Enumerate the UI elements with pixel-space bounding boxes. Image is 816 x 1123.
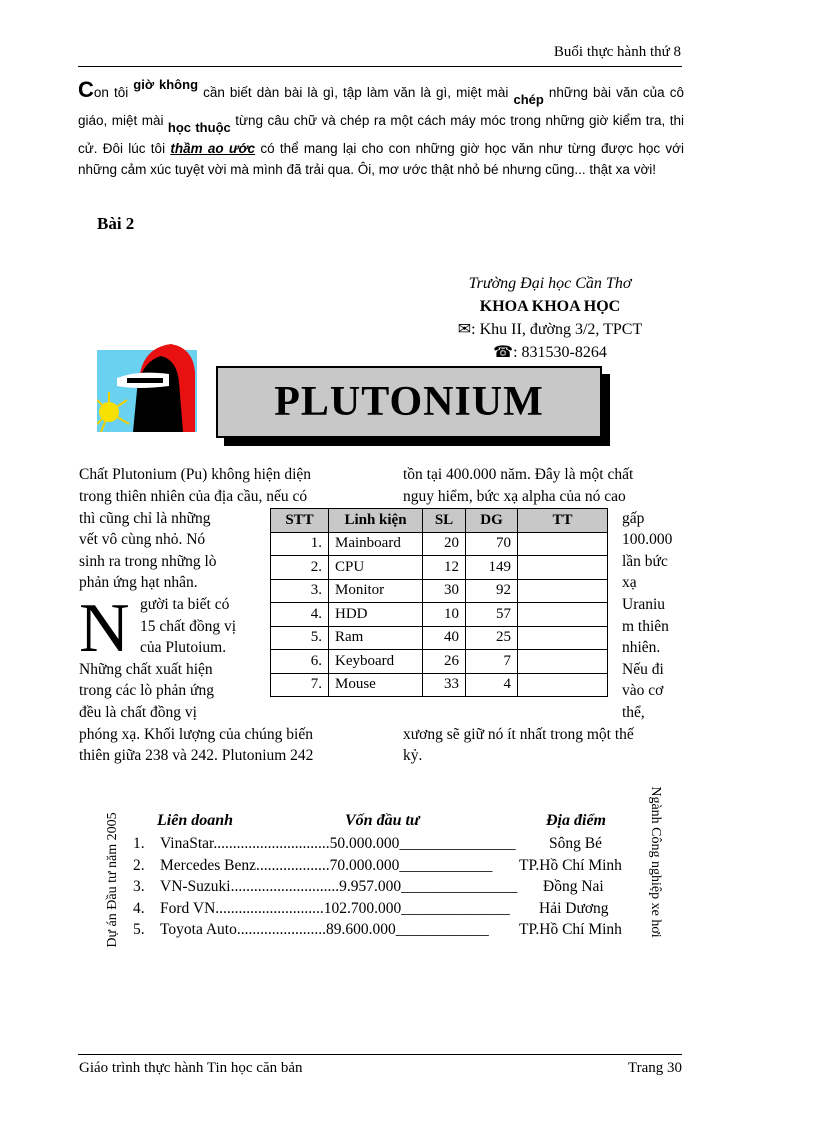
article-line: lần bức xyxy=(622,553,668,570)
article-line: Uraniu xyxy=(622,596,666,613)
article-line: vào cơ xyxy=(622,682,664,699)
partner-text: Ford VN xyxy=(160,900,216,917)
table-header-cell: Linh kiện xyxy=(329,509,423,533)
article-line: kỷ. xyxy=(403,747,423,764)
table-cell: 7. xyxy=(271,673,329,697)
table-cell: 57 xyxy=(466,603,518,627)
page-header-title: Buổi thực hành thứ 8 xyxy=(553,44,681,60)
row-number: 5. xyxy=(133,921,145,938)
article-line: Chất Plutonium (Pu) không hiện diện xyxy=(79,466,312,483)
vertical-caption-right: Ngành Công nghiệp xe hơi xyxy=(648,786,663,938)
article-line: thì cũng chỉ là những xyxy=(79,510,211,527)
table-row xyxy=(271,673,608,697)
intro-lowered-word-3: học thuộc xyxy=(167,120,231,135)
leader-dots: ................... xyxy=(255,857,330,874)
table-cell xyxy=(518,673,608,697)
table-cell xyxy=(518,579,608,603)
article-line: thiên giữa 238 và 242. Plutonium 242 xyxy=(79,747,314,764)
intro-lowered-word-2: chép xyxy=(513,92,544,107)
partner-text: VinaStar xyxy=(160,835,214,852)
section-title: Bài 2 xyxy=(97,214,135,233)
article-line: xương sẽ giữ nó ít nhất trong một thế xyxy=(403,726,634,743)
row-number: 1. xyxy=(133,835,145,852)
table-cell: Ram xyxy=(329,626,423,650)
article-line: Nếu đi xyxy=(622,661,664,678)
table-cell: 10 xyxy=(423,603,466,627)
phone-line xyxy=(430,341,670,364)
article-line: gấp xyxy=(622,510,645,527)
table-cell xyxy=(518,626,608,650)
location-text: Đồng Nai xyxy=(543,878,604,895)
table-header-cell: SL xyxy=(423,509,466,533)
table-cell: 149 xyxy=(466,556,518,580)
table-row xyxy=(271,532,608,556)
leader-dots: ............................ xyxy=(215,900,324,917)
table-cell: 1. xyxy=(271,532,329,556)
location-text: TP.Hồ Chí Minh xyxy=(519,921,622,938)
article-line: 15 chất đồng vị xyxy=(140,618,236,635)
footer-divider xyxy=(78,1054,682,1055)
scientist-clipart-icon xyxy=(97,342,197,432)
header-divider xyxy=(78,66,682,67)
article-line: trong thiên nhiên của địa cầu, nếu có xyxy=(79,488,308,505)
article-line: trong các lò phản ứng xyxy=(79,682,214,699)
table-row xyxy=(271,579,608,603)
mail-icon: ✉ xyxy=(457,321,472,338)
article-line: Những chất xuất hiện xyxy=(79,661,213,678)
article-line: đều là chất đồng vị xyxy=(79,704,197,721)
intro-text-2: cần biết dàn bài là gì, tập làm văn là gì, miệt mài xyxy=(198,85,514,100)
article-line: nhiên. xyxy=(622,639,661,656)
footer-page-number: Trang 30 xyxy=(627,1060,682,1076)
vertical-caption-left: Dự án Đầu tư năm 2005 xyxy=(105,812,120,948)
intro-emphasis-word: thầm ao ước xyxy=(170,141,256,156)
address-block xyxy=(430,272,670,364)
table-cell: 33 xyxy=(423,673,466,697)
row-number: 4. xyxy=(133,900,145,917)
table-row xyxy=(271,650,608,674)
capital-amount: 50.000.000 xyxy=(329,835,400,852)
table-row xyxy=(271,603,608,627)
partner-text: Toyota Auto xyxy=(160,921,237,938)
intro-initial: C xyxy=(78,77,94,102)
article-line: xạ xyxy=(622,574,637,591)
table-cell: 5. xyxy=(271,626,329,650)
faculty-name: KHOA KHOA HỌC xyxy=(479,298,621,315)
location-text: Hải Dương xyxy=(539,900,609,917)
partner-name xyxy=(160,855,492,877)
intro-raised-word-1: giờ không xyxy=(133,77,199,92)
street-text: : Khu II, đường 3/2, TPCT xyxy=(471,321,643,338)
table-cell xyxy=(518,556,608,580)
article-line: tồn tại 400.000 năm. Đây là một chất xyxy=(403,466,634,483)
article-line: phóng xạ. Khối lượng của chúng biến xyxy=(79,726,313,743)
components-table xyxy=(270,508,608,697)
table-cell: 25 xyxy=(466,626,518,650)
investment-header-location: Địa điểm xyxy=(546,812,606,829)
article-line: vết vô cùng nhỏ. Nó xyxy=(79,531,206,548)
intro-text-1: on tôi xyxy=(93,85,134,100)
street-line xyxy=(430,318,670,341)
table-cell: Mouse xyxy=(329,673,423,697)
leader-dots: ....................... xyxy=(236,921,326,938)
article-line: m thiên xyxy=(622,618,669,635)
capital-amount: 70.000.000 xyxy=(329,857,400,874)
location-text: Sông Bé xyxy=(549,835,602,852)
table-cell xyxy=(518,532,608,556)
table-cell: Keyboard xyxy=(329,650,423,674)
article-line: gười ta biết có xyxy=(140,596,230,613)
table-row xyxy=(271,626,608,650)
table-header-cell: DG xyxy=(466,509,518,533)
intro-paragraph xyxy=(78,74,684,180)
table-cell: 20 xyxy=(423,532,466,556)
table-cell xyxy=(518,603,608,627)
table-cell: HDD xyxy=(329,603,423,627)
table-cell: Mainboard xyxy=(329,532,423,556)
table-cell: 3. xyxy=(271,579,329,603)
capital-amount: 102.700.000 xyxy=(323,900,402,917)
footer-book-title: Giáo trình thực hành Tin học căn bản xyxy=(79,1060,303,1076)
leader-dots: .............................. xyxy=(213,835,330,852)
article-line: thể, xyxy=(622,704,645,721)
table-cell: CPU xyxy=(329,556,423,580)
article-line: của Plutoium. xyxy=(140,639,227,656)
leader-dots: ............................ xyxy=(230,878,340,895)
article-line: nguy hiểm, bức xạ alpha của nó cao xyxy=(403,488,626,505)
school-name: Trường Đại học Cần Thơ xyxy=(468,275,632,292)
row-number: 3. xyxy=(133,878,145,895)
table-cell: 92 xyxy=(466,579,518,603)
leader-line: _______________ xyxy=(401,878,518,895)
drop-cap: N xyxy=(79,590,130,667)
intro-text-3: những bài văn của cô giáo, miệt mài xyxy=(78,85,684,128)
partner-name xyxy=(160,898,510,920)
table-cell: Monitor xyxy=(329,579,423,603)
table-header-cell: TT xyxy=(518,509,608,533)
partner-text: Mercedes Benz xyxy=(160,857,256,874)
intro-text-4: từng câu chữ và chép ra một cách máy móc trong những giờ kiểm tra, thi cử. Đôi lúc tôi xyxy=(78,113,684,156)
leader-line: ____________ xyxy=(395,921,489,938)
table-cell: 4. xyxy=(271,603,329,627)
table-cell xyxy=(518,650,608,674)
article-line: sinh ra trong những lò xyxy=(79,553,217,570)
article-line: 100.000 xyxy=(622,531,673,548)
partner-text: VN-Suzuki xyxy=(160,878,231,895)
location-text: TP.Hồ Chí Minh xyxy=(519,857,622,874)
investment-header-capital: Vốn đầu tư xyxy=(345,812,420,829)
capital-amount: 89.600.000 xyxy=(325,921,396,938)
table-header-row xyxy=(271,509,608,533)
phone-icon: ☎ xyxy=(493,344,514,361)
table-row xyxy=(271,556,608,580)
partner-name xyxy=(160,833,516,855)
table-cell: 30 xyxy=(423,579,466,603)
table-cell: 12 xyxy=(423,556,466,580)
table-cell: 40 xyxy=(423,626,466,650)
partner-name xyxy=(160,876,517,898)
table-cell: 2. xyxy=(271,556,329,580)
partner-name xyxy=(160,919,489,941)
leader-line: ______________ xyxy=(401,900,510,917)
intro-text-5: có thể mang lại cho con những giờ học văn như từng được học với những cảm xúc tuyệt vời mà mình đã trải qua. Ôi, mơ ước thật nhỏ bé nhưng cũng... thật xa vời! xyxy=(78,141,685,177)
capital-amount: 9.957.000 xyxy=(339,878,402,895)
leader-line: _______________ xyxy=(399,835,516,852)
table-cell: 7 xyxy=(466,650,518,674)
table-cell: 26 xyxy=(423,650,466,674)
table-cell: 70 xyxy=(466,532,518,556)
table-cell: 6. xyxy=(271,650,329,674)
investment-header-partner: Liên doanh xyxy=(157,812,234,829)
row-number: 2. xyxy=(133,857,145,874)
table-header-cell: STT xyxy=(271,509,329,533)
plutonium-banner: PLUTONIUM xyxy=(216,366,602,438)
leader-line: ____________ xyxy=(399,857,493,874)
phone-text: : 831530-8264 xyxy=(513,344,607,361)
article-line: phản ứng hạt nhân. xyxy=(79,574,198,591)
table-cell: 4 xyxy=(466,673,518,697)
